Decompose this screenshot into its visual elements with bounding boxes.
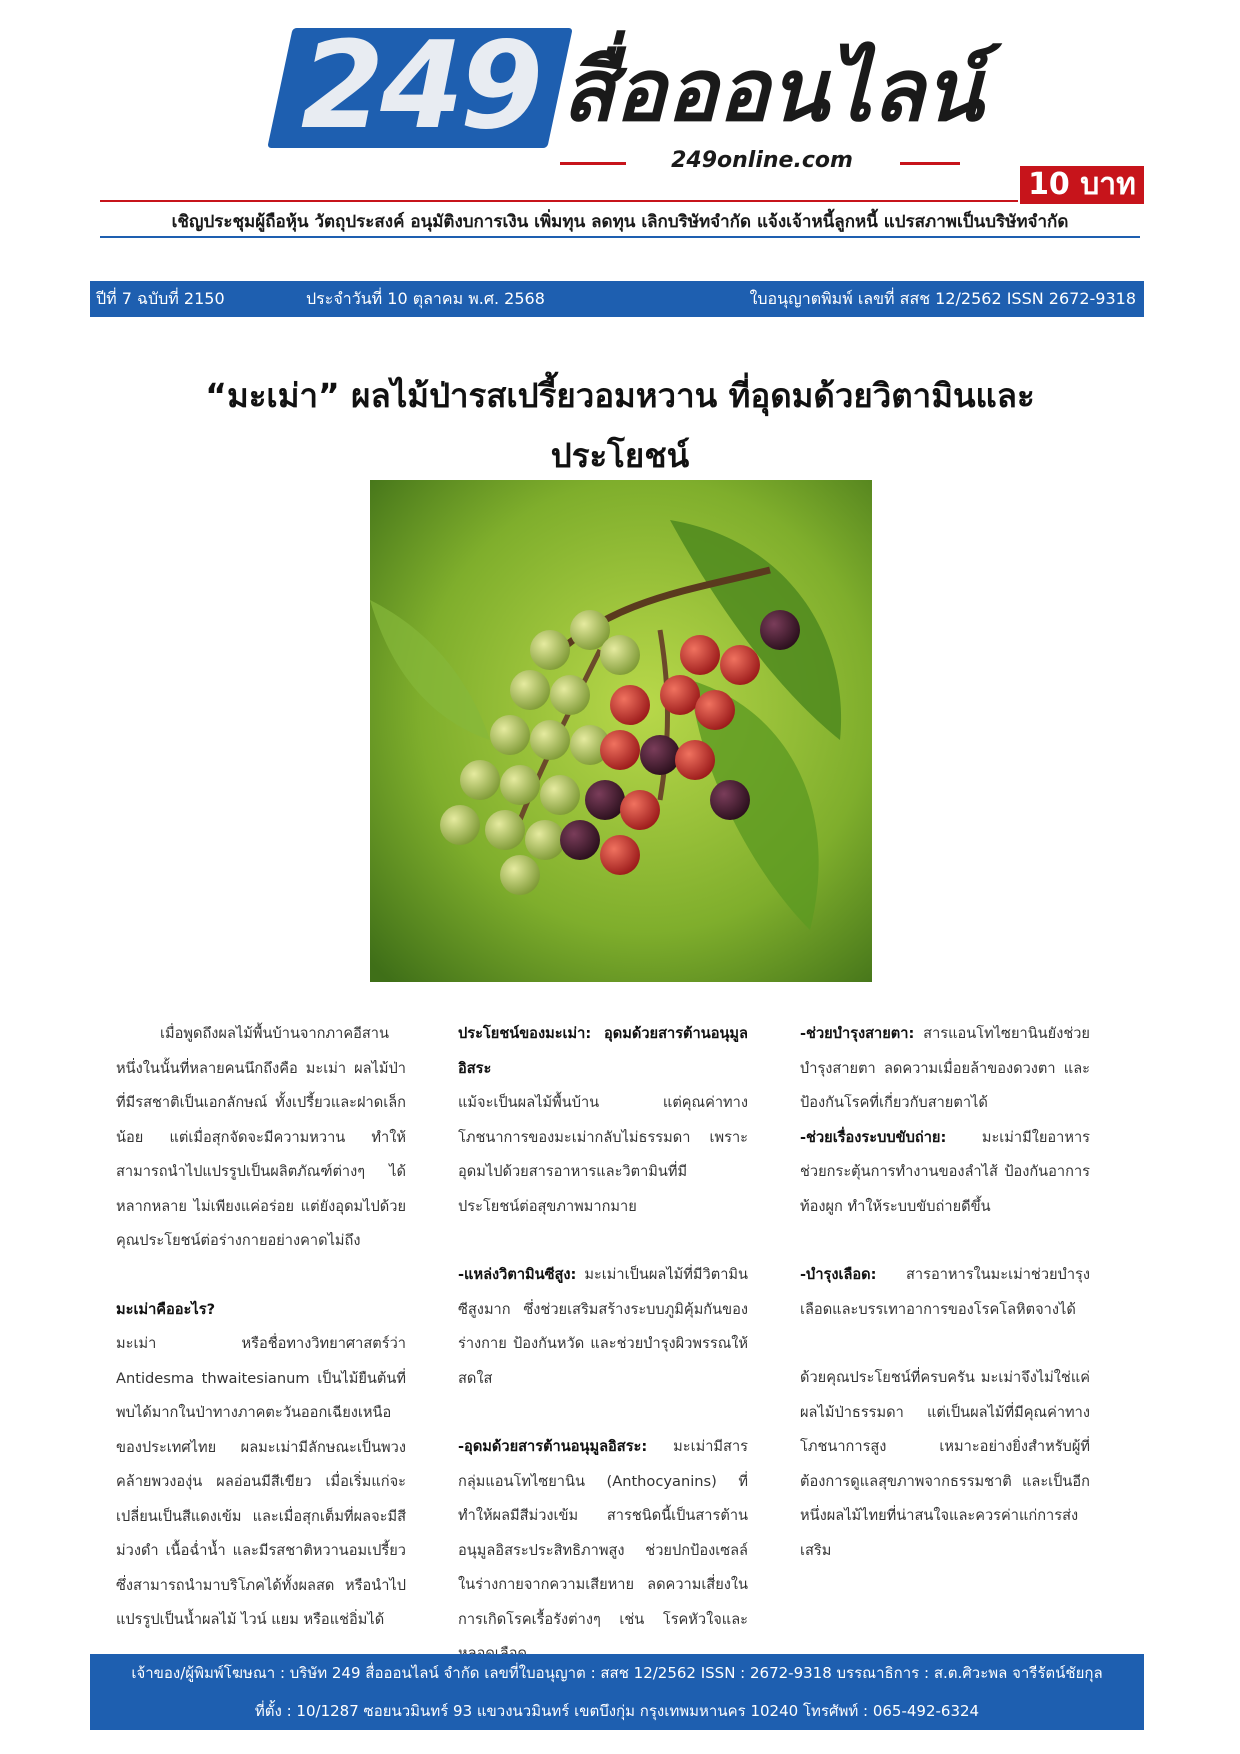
logo-red-line-right	[900, 162, 960, 165]
logo-domain-row	[560, 148, 960, 178]
article-column-1	[116, 1017, 406, 1638]
issue-volume: ปีที่ 7 ฉบับที่ 2150	[96, 289, 225, 308]
benefit-antioxidant-text: มะเม่ามีสารกลุ่มแอนโทไซยานิน (Anthocyanins) ที่ทำให้ผลมีสีม่วงเข้ม สารชนิดนี้เป็นสารต้านอนุมูลอิสระประสิทธิภาพสูง ช่วยปกป้องเซลล์ในร่างกายจากความเสียหาย ลดความเสี่ยงในการเกิดโรคเรื้อรังต่างๆ เช่น โรคหัวใจและ	[458, 1438, 748, 1628]
issue-date: ประจำวันที่ 10 ตุลาคม พ.ศ. 2568	[306, 289, 545, 308]
intro-paragraph: เมื่อพูดถึงผลไม้พื้นบ้านจากภาคอีสาน หนึ่งในนั้นที่หลายคนนึกถึงคือ มะเม่า ผลไม้ป่าที่มีรสชาติเป็นเอกลักษณ์ ทั้งเปรี้ยวและฝาดเล็กน้อย แต่เมื่อสุกจัดจะมีความหวาน ทำให้สามารถนำไปแปรรูปเป็นผลิตภัณฑ์ต่างๆ ได้หลากหลาย ไม่เพียงแค่อร่อย แต่ยังอุดมไปด้วยคุณประโยชน์ต่อร่างกายอย่างคาดไม่ถึง	[116, 1025, 406, 1249]
issue-info-bar	[90, 281, 1144, 317]
subhead-benefits: ประโยชน์ของมะเม่า: อุดมด้วยสารต้านอนุมูลอิสระ	[458, 1025, 748, 1077]
headline-line-1: “มะเม่า” ผลไม้ป่ารสเปรี้ยวอมหวาน ที่อุดมด้วยวิตามินและ	[205, 376, 1035, 415]
benefit-vitamin-c-label: -แหล่งวิตามินซีสูง:	[458, 1266, 577, 1283]
benefit-eyesight-label: -ช่วยบำรุงสายตา:	[800, 1025, 915, 1042]
issue-license: ใบอนุญาตพิมพ์ เลขที่ สสช 12/2562 ISSN 2672-9318	[749, 289, 1136, 308]
benefit-vitamin-c-text: มะเม่าเป็นผลไม้ที่มีวิตามินซีสูงมาก ซึ่งช่วยเสริมสร้างระบบภูมิคุ้มกันของร่างกาย ป้องกันหวัด และช่วยบำรุงผิวพรรณให้สดใส	[458, 1266, 748, 1387]
benefit-blood-label: -บำรุงเลือด:	[800, 1266, 877, 1283]
services-tagline: เชิญประชุมผู้ถือหุ้น วัตถุประสงค์ อนุมัติงบการเงิน เพิ่มทุน ลดทุน เลิกบริษัทจำกัด แจ้งเจ้าหนี้ลูกหนี้ แปรสภาพเป็นบริษัทจำกัด	[171, 212, 1069, 232]
benefit-digestion	[800, 1121, 1090, 1225]
article-headline	[130, 366, 1110, 486]
benefit-eyesight-text: สารแอนโทไซยานินยังช่วยบำรุงสายตา ลดความเมื่อยล้าของดวงตา และป้องกันโรคที่เกี่ยวกับสายตาได้	[800, 1025, 1090, 1111]
benefits-intro-paragraph: แม้จะเป็นผลไม้พื้นบ้าน แต่คุณค่าทางโภชนาการของมะเม่ากลับไม่ธรรมดา เพราะอุดมไปด้วยสารอาหารและวิตามินที่มีประโยชน์ต่อสุขภาพมากมาย	[458, 1094, 748, 1215]
masthead	[270, 17, 983, 188]
publisher-footer	[90, 1654, 1144, 1730]
article-photo-mamao-berries	[370, 480, 872, 982]
berries-illustration	[370, 480, 872, 982]
benefit-blood-text: สารอาหารในมะเม่าช่วยบำรุงเลือดและบรรเทาอาการของโรคโลหิตจางได้	[800, 1266, 1090, 1318]
benefit-eyesight	[800, 1017, 1090, 1121]
logo-domain: 249online.com	[671, 148, 853, 173]
subhead-what-is-mamao: มะเม่าคืออะไร?	[116, 1300, 216, 1318]
price-badge: 10 บาท	[1020, 166, 1144, 204]
footer-publisher-line: เจ้าของ/ผู้พิมพ์โฆษณา : บริษัท 249 สื่อออนไลน์ จำกัด เลขที่ใบอนุญาต : สสช 12/2562 ISSN : 2672-9318 บรรณาธิการ : ส.ต.ศิวะพล จารีรัตน์ชัยกุล	[131, 1664, 1103, 1682]
header-blue-rule	[100, 236, 1140, 238]
what-is-mamao-paragraph: มะเม่า หรือชื่อทางวิทยาศาสตร์ว่า Antidesma thwaitesianum เป็นไม้ยืนต้นที่พบได้มากในป่าทางภาคตะวันออกเฉียงเหนือของประเทศไทย ผลมะเม่ามีลักษณะเป็นพวงคล้ายพวงองุ่น ผลอ่อนมีสีเขียว เมื่อเริ่มแก่จะเปลี่ยนเป็นสีแดงเข้ม และเมื่อสุกเต็มที่ผลจะมีสีม่วงดำ เนื้อฉ่ำน้ำ และมีรสชาติหวานอมเปรี้ยว ซึ่งสามารถนำมาบริโภคได้ทั้งผลสด หรือนำไปแปรรูปเป็นน้ำผลไม้ ไวน์ แยม หรือแช่อิ่มได้	[116, 1335, 406, 1628]
article-column-2	[458, 1017, 748, 1672]
closing-paragraph: ด้วยคุณประโยชน์ที่ครบครัน มะเม่าจึงไม่ใช่แค่ผลไม้ป่าธรรมดา แต่เป็นผลไม้ที่มีคุณค่าทางโภชนาการสูง เหมาะอย่างยิ่งสำหรับผู้ที่ต้องการดูแลสุขภาพจากธรรมชาติ และเป็นอีกหนึ่งผลไม้ไทยที่น่าสนใจและควรค่าแก่การส่งเสริม	[800, 1369, 1090, 1559]
benefit-blood	[800, 1258, 1090, 1327]
footer-address-line: ที่ตั้ง : 10/1287 ซอยนวมินทร์ 93 แขวงนวมินทร์ เขตบึงกุ่ม กรุงเทพมหานคร 10240 โทรศัพท์ : 065-492-6324	[254, 1702, 980, 1720]
logo-red-line-left	[560, 162, 626, 165]
benefit-vitamin-c	[458, 1258, 748, 1396]
benefit-antioxidant-label: -อุดมด้วยสารต้านอนุมูลอิสระ:	[458, 1438, 648, 1455]
benefit-digestion-label: -ช่วยเรื่องระบบขับถ่าย:	[800, 1128, 947, 1146]
logo-number: 249	[300, 17, 540, 156]
header-red-rule	[100, 200, 1018, 202]
article-column-3	[800, 1017, 1090, 1568]
benefit-digestion-text: มะเม่ามีใยอาหาร ช่วยกระตุ้นการทำงานของลำไส้ ป้องกันอาการท้องผูก ทำให้ระบบขับถ่ายดีขึ้น	[800, 1128, 1090, 1215]
logo-thai-name: สื่อออนไลน์	[562, 41, 983, 141]
headline-line-2: ประโยชน์	[550, 436, 690, 475]
logo-number-block	[270, 17, 570, 158]
benefit-antioxidant	[458, 1430, 748, 1672]
